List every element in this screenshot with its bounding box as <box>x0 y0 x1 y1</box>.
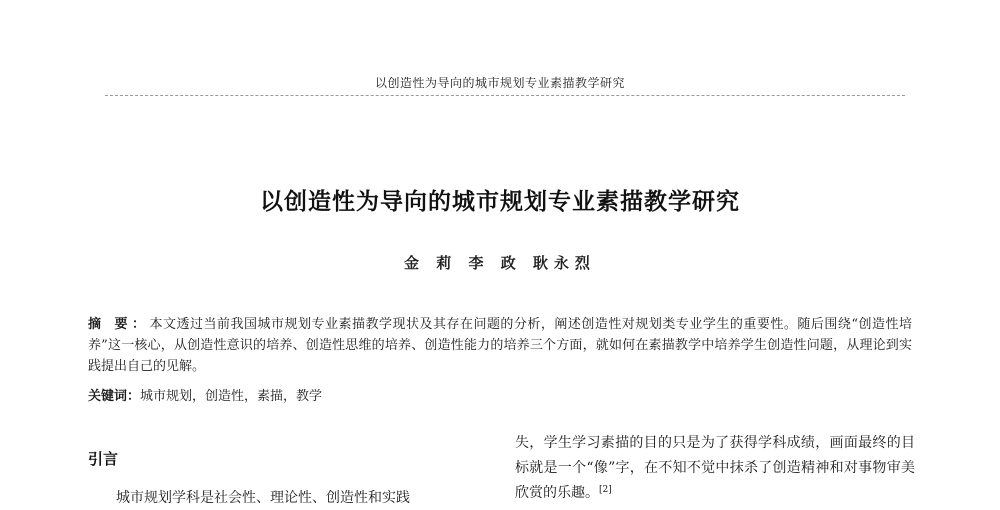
abstract-label: 摘 要： <box>88 317 150 332</box>
citation-marker: [2] <box>599 485 612 495</box>
running-header: 以创造性为导向的城市规划专业素描教学研究 <box>374 76 625 90</box>
abstract-text: 本文透过当前我国城市规划专业素描教学现状及其存在问题的分析，阐述创造性对规划类专业学生的重要性。随后围绕“创造性培养”这一核心，从创造性意识的培养、创造性思维的培养、创造性能力的培养三个方面，就如何在素描教学中培养学生创造性问题，从理论到实践提出自己的见解。 <box>88 317 912 374</box>
keywords <box>88 386 912 407</box>
keywords-text: 城市规划，创造性，素描，教学 <box>140 389 323 404</box>
author-list: 金 莉 李 政 耿永烈 <box>404 254 596 272</box>
section-heading: 引言 <box>88 450 119 468</box>
keywords-label: 关键词： <box>88 389 141 404</box>
abstract <box>88 314 912 377</box>
header-rule <box>105 95 905 96</box>
left-column-paragraph: 城市规划学科是社会性、理论性、创造性和实践 <box>116 490 410 506</box>
right-column <box>515 431 915 506</box>
left-column <box>88 448 488 470</box>
paper-title: 以创造性为导向的城市规划专业素描教学研究 <box>260 189 740 215</box>
right-column-paragraph: 失，学生学习素描的目的只是为了获得学科成绩，画面最终的目标就是一个“像”字，在不知不觉中抹杀了创造精神和对事物审美欣赏的乐趣。 <box>515 435 915 501</box>
